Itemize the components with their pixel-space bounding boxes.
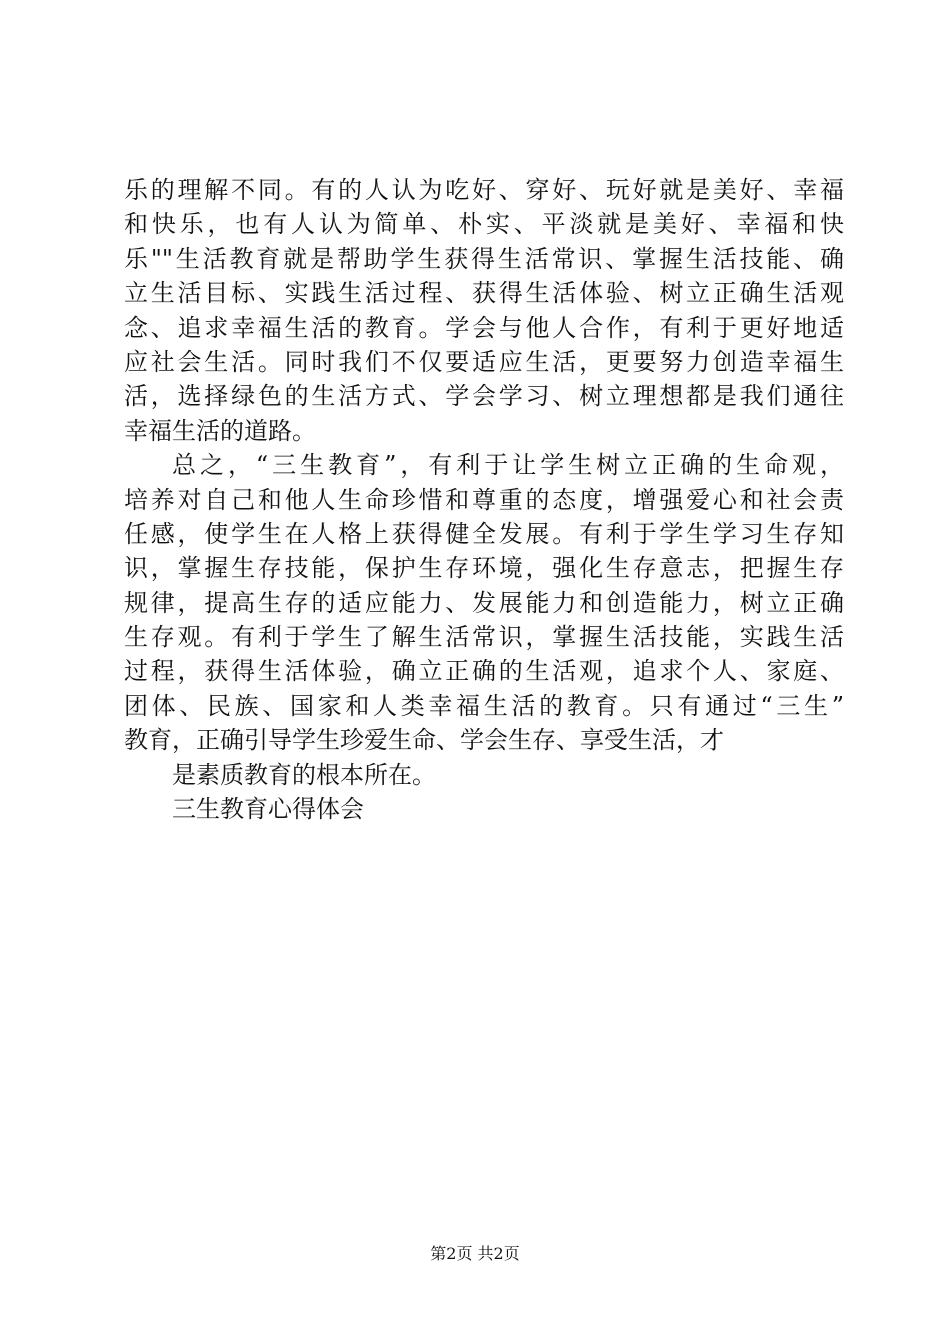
text-line: 念、追求幸福生活的教育。学会与他人合作，有利于更好地适 xyxy=(124,313,844,342)
page-number-footer: 第2页 共2页 xyxy=(430,1244,520,1263)
document-body xyxy=(124,173,844,826)
text-line: 教育，正确引导学生珍爱生命、学会生存、享受生活，才 xyxy=(124,726,724,755)
text-line: 培养对自己和他人生命珍惜和尊重的态度，增强爱心和社会责 xyxy=(124,485,844,514)
document-title-line: 三生教育心得体会 xyxy=(172,795,364,824)
text-line: 总之，“三生教育”，有利于让学生树立正确的生命观， xyxy=(172,451,844,480)
text-line: 过程，获得生活体验，确立正确的生活观，追求个人、家庭、 xyxy=(124,657,844,686)
text-line: 立生活目标、实践生活过程、获得生活体验、树立正确生活观 xyxy=(124,279,844,308)
text-line: 规律，提高生存的适应能力、发展能力和创造能力，树立正确 xyxy=(124,588,844,617)
text-line: 生存观。有利于学生了解生活常识，掌握生活技能，实践生活 xyxy=(124,623,844,652)
text-line: 团体、民族、国家和人类幸福生活的教育。只有通过“三生” xyxy=(124,691,844,720)
text-line: 乐""生活教育就是帮助学生获得生活常识、掌握生活技能、确 xyxy=(124,244,844,273)
text-line: 和快乐，也有人认为简单、朴实、平淡就是美好、幸福和快 xyxy=(124,210,844,239)
text-line: 任感，使学生在人格上获得健全发展。有利于学生学习生存知 xyxy=(124,519,844,548)
text-line: 应社会生活。同时我们不仅要适应生活，更要努力创造幸福生 xyxy=(124,347,844,376)
text-line: 活，选择绿色的生活方式、学会学习、树立理想都是我们通往 xyxy=(124,382,844,411)
text-line: 是素质教育的根本所在。 xyxy=(172,760,436,789)
text-line: 识，掌握生存技能，保护生存环境，强化生存意志，把握生存 xyxy=(124,554,844,583)
text-line: 幸福生活的道路。 xyxy=(124,416,316,445)
text-line: 乐的理解不同。有的人认为吃好、穿好、玩好就是美好、幸福 xyxy=(124,176,844,204)
